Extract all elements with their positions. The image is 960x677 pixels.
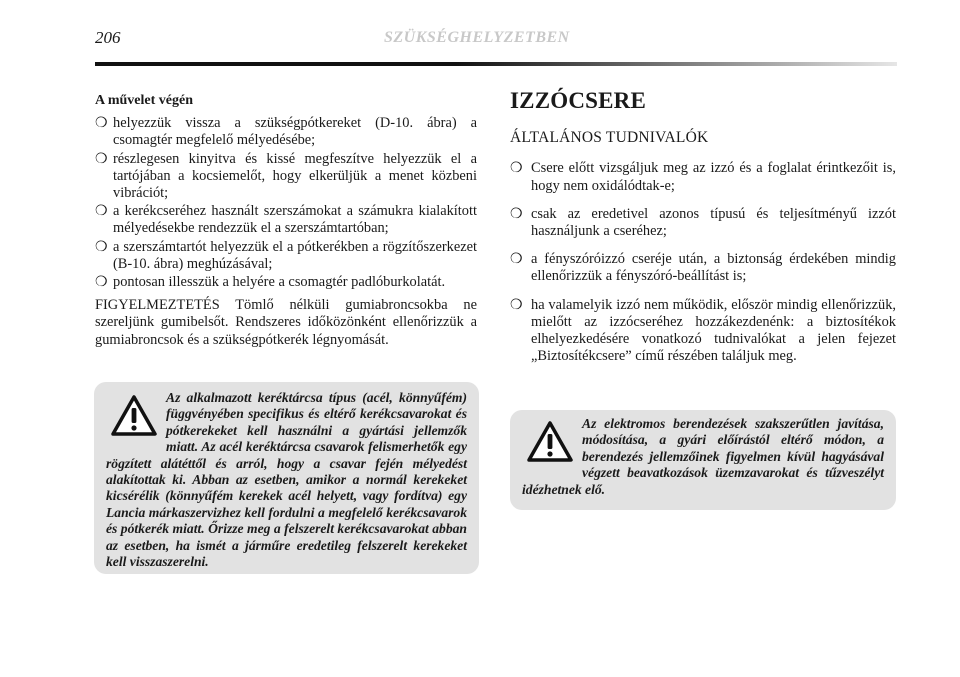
right-warning-box — [510, 410, 896, 510]
list-item: ❍ ha valamelyik izzó nem működik, először mindig ellenőrizzük, mielőtt az izzócseréhez hozzákezdenénk: a biztosítékok elhelyezkedésére vonatkozó tudnivalókat a jelen fejezet „Biztosítékcsere” című részében találjuk meg. — [510, 296, 896, 365]
left-column — [95, 92, 477, 349]
bullet-icon: ❍ — [510, 161, 523, 177]
left-warning-text: Az alkalmazott keréktárcsa típus (acél, könnyűfém) függvényében specifikus és eltérő kerékcsavarokat és pótkerekeket kell használni a gyártási jellemzők miatt. Az acél keréktárcsa csavarok felismerhetők egy rögzített alátéttől és arról, hogy a csavar fején mélyedést alakítottak ki. Abban az esetben, amikor a normál kerekeket kicsérélik (könnyűfém kerekek acél helyett, vagy fordítva) egy Lancia márkaszervizhez kell fordulni a megfelelő kerékcsavarok és pótkerék miatt. Őrizze meg a felszerelt kerékcsavarokat abban az esetben, ha ismét a járműre eredetileg felszerelt kerekeket kell visszaszerelni. — [106, 390, 467, 570]
warning-paragraph: FIGYELMEZTETÉS Tömlő nélküli gumiabroncsokba ne szereljünk gumibelsőt. Rendszeres időközönként ellenőrizzük a gumiabroncsok és a szükségpótkerék légnyomását. — [95, 297, 477, 348]
running-head: SZÜKSÉGHELYZETBEN — [384, 29, 570, 46]
list-item: ❍ a fényszóróizzó cseréje után, a biztonság érdekében mindig ellenőrizzük a fényszóró-beállítást is; — [510, 251, 896, 285]
bullet-icon: ❍ — [95, 116, 108, 132]
list-item: ❍ pontosan illesszük a helyére a csomagtér padlóburkolatát. — [95, 274, 446, 291]
list-item: ❍ részlegesen kinyitva és kissé megfeszítve helyezzük el a tartójában a kocsiemelőt, hogy elkerüljük a menet közbeni vibrációt; — [95, 150, 477, 202]
list-item: ❍ a kerékcseréhez használt szerszámokat a számukra kialakított mélyedésekbe rendezzük el a szerszámtartóban; — [95, 203, 477, 237]
bullet-icon: ❍ — [510, 252, 523, 268]
bullet-icon: ❍ — [95, 151, 108, 167]
list-item: ❍ helyezzük vissza a szükségpótkereket (D-10. ábra) a csomagtér megfelelő mélyedésébe; — [95, 115, 477, 149]
header-rule — [95, 62, 897, 66]
page-title: IZZÓCSERE — [510, 88, 647, 113]
warning-triangle-icon — [526, 420, 574, 464]
section-heading: ÁLTALÁNOS TUDNIVALÓK — [510, 129, 709, 147]
left-warning-box — [94, 382, 479, 574]
right-bullet-list — [510, 160, 896, 365]
warning-triangle-icon — [110, 394, 158, 438]
list-item: ❍ csak az eredetivel azonos típusú és teljesítményű izzót használjunk a cseréhez; — [510, 205, 896, 240]
right-warning-text: Az elektromos berendezések szakszerűtlen javítása, módosítása, a gyári előírástól eltérő módon, a berendezés jellemzőinek figyelmen kívül hagyásával végzett beavatkozások üzemzavarokat és tűzveszélyt idézhetnek elő. — [522, 416, 884, 497]
list-item: ❍ Csere előtt vizsgáljuk meg az izzó és a foglalat érintkezőit is, hogy nem oxidálódtak-e; — [510, 160, 896, 194]
left-subheading: A művelet végén — [95, 93, 193, 108]
bullet-icon: ❍ — [510, 206, 523, 222]
left-bullet-list — [95, 115, 477, 291]
page-number: 206 — [95, 28, 121, 47]
bullet-icon: ❍ — [95, 239, 108, 255]
right-column — [510, 88, 896, 376]
bullet-icon: ❍ — [95, 275, 108, 291]
bullet-icon: ❍ — [510, 297, 523, 313]
list-item: ❍ a szerszámtartót helyezzük el a pótkerékben a rögzítőszerkezet (B-10. ábra) meghúzásával; — [95, 238, 477, 272]
bullet-icon: ❍ — [95, 204, 108, 220]
